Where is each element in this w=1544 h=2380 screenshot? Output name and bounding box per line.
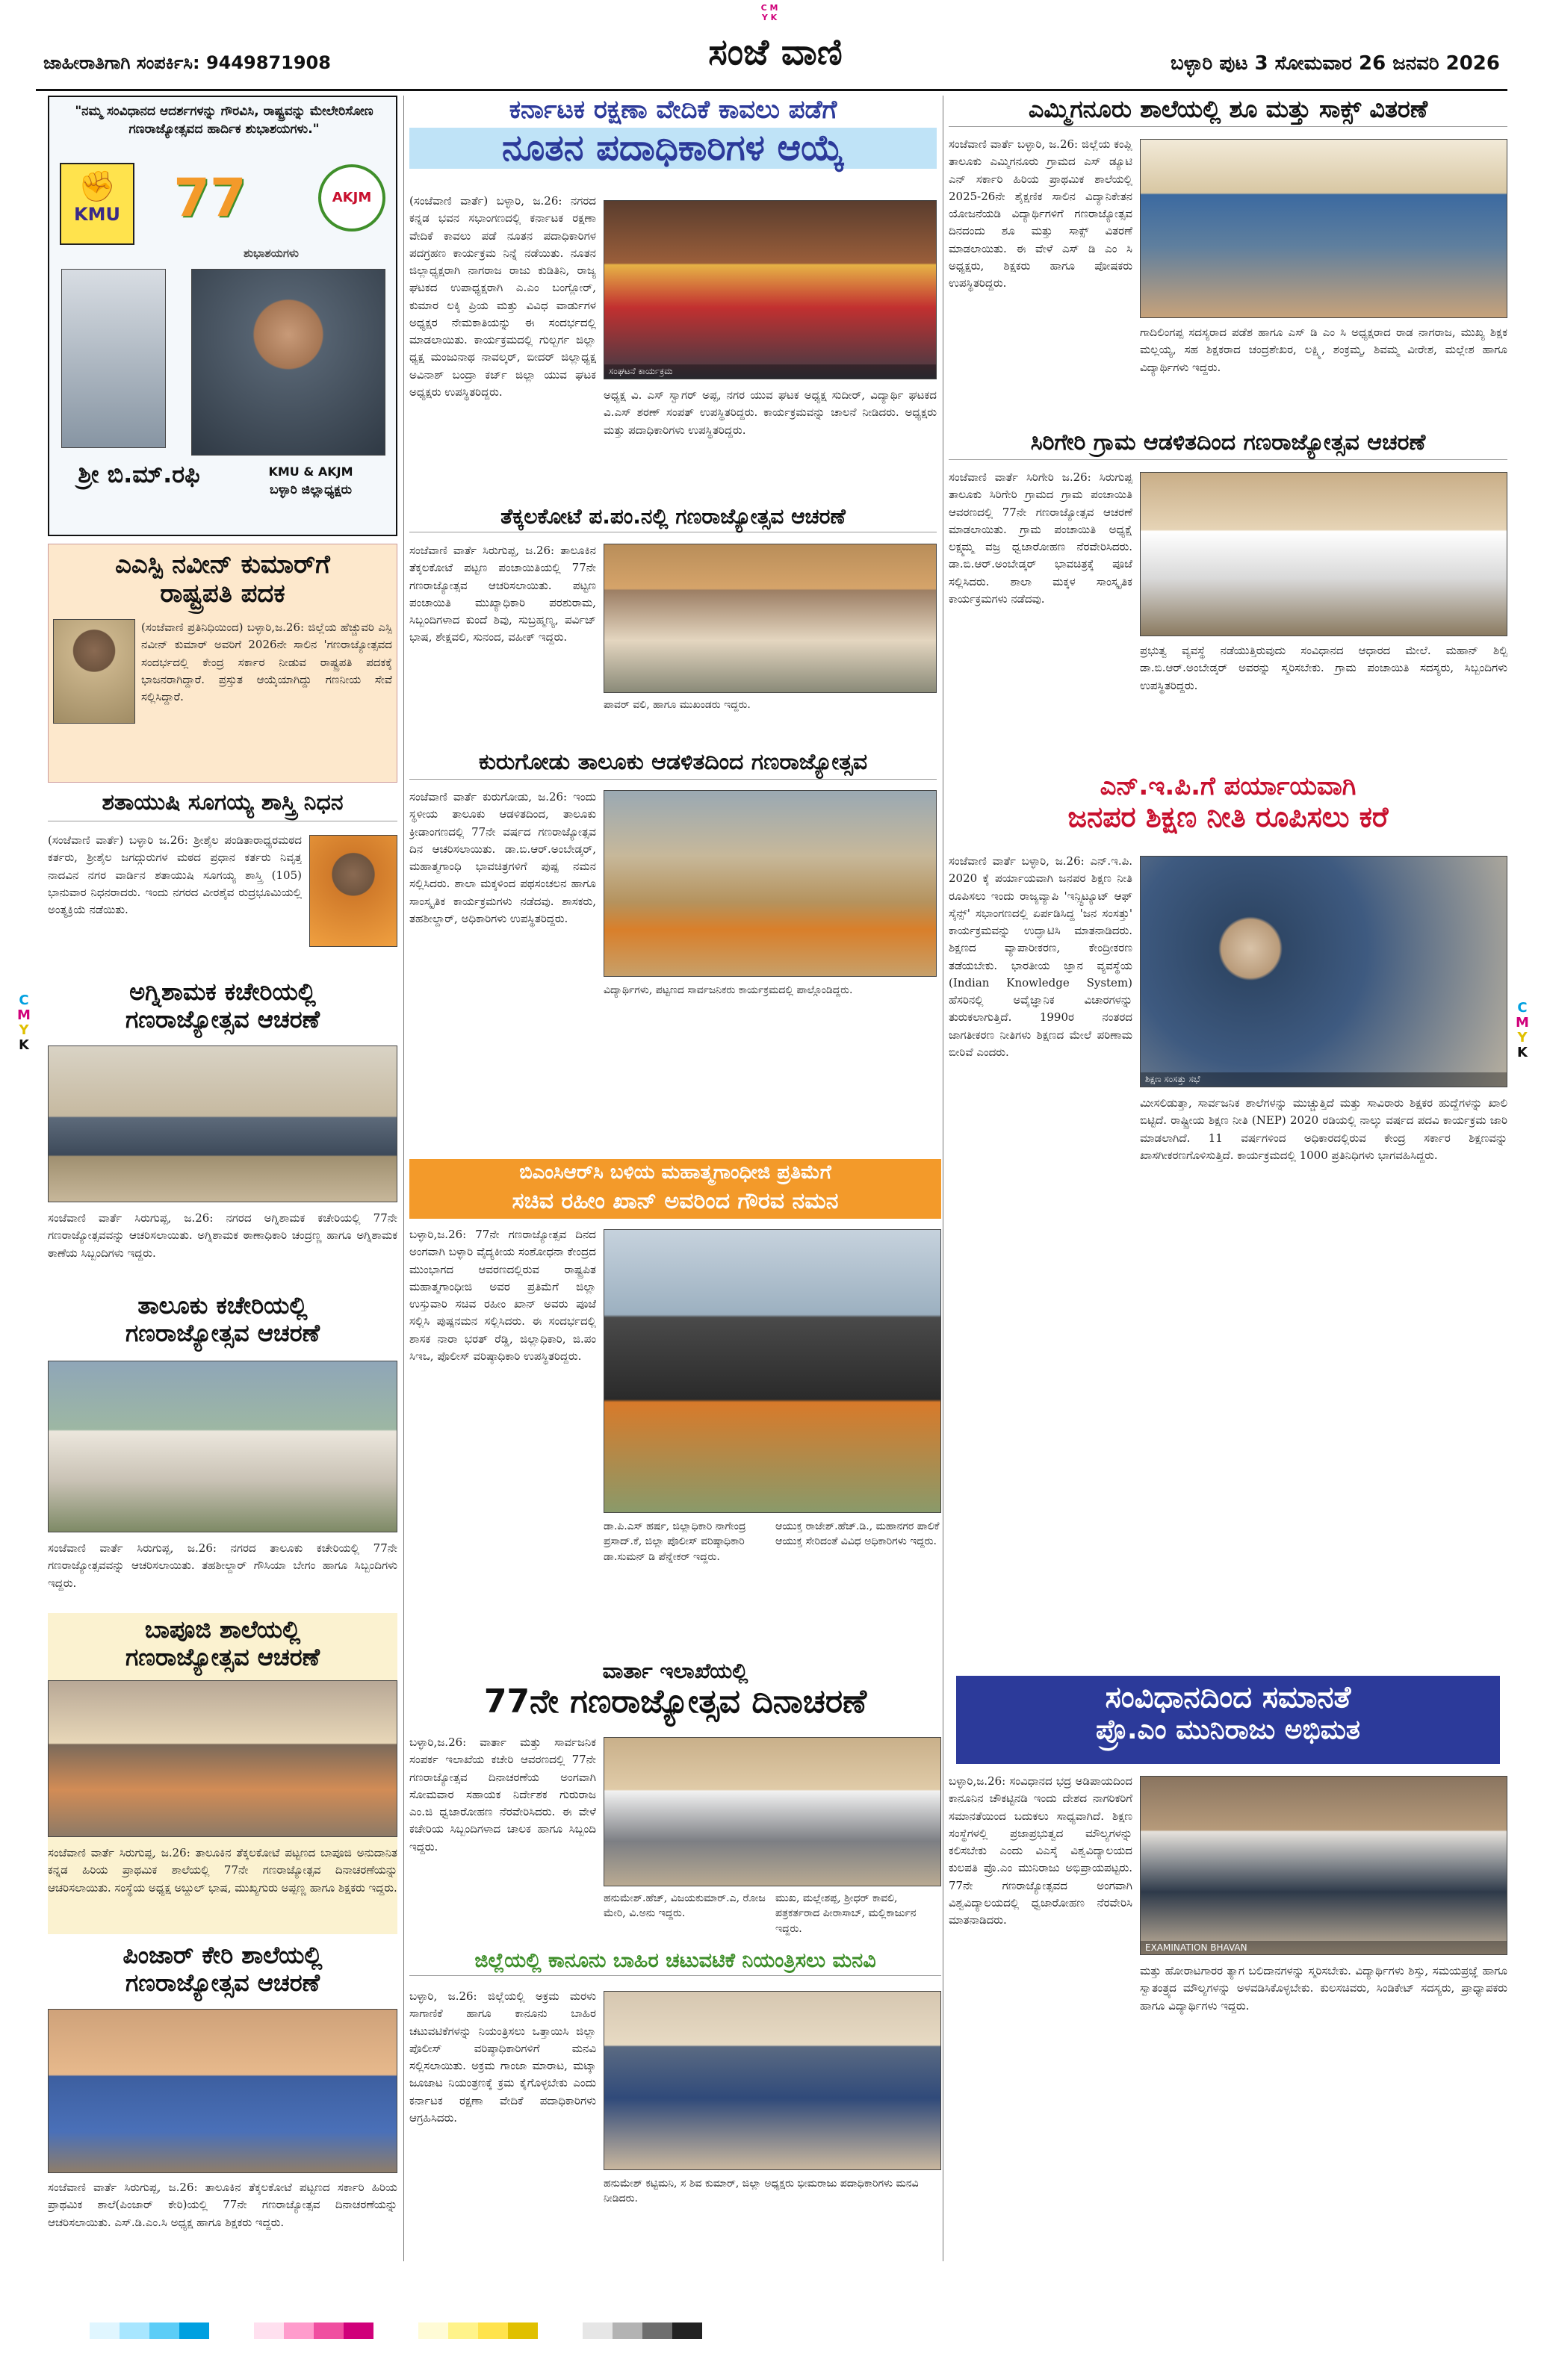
article-body: ಬಳ್ಳಾರಿ,ಜ.26: ವಾರ್ತಾ ಮತ್ತು ಸಾರ್ವಜನಿಕ ಸಂಪರ್ಕ ಇಲಾಖೆಯ ಕಚೇರಿ ಆವರಣದಲ್ಲಿ 77ನೇ ಗಣರಾಜ್ಯೋತ್ಸವ ದಿನಾಚರಣೆಯ ಅಂಗವಾಗಿ ಸೋಮವಾರ ಸಹಾಯಕ ನಿರ್ದೇಶಕ ಗುರುರಾಜ ಎಂ.ಜಿ ಧ್ವಜಾರೋಹಣ ನೆರವೇರಿಸಿದರು. ಈ ವೇಳೆ ಕಚೇರಿಯ ಸಿಬ್ಬಂದಿಗಳಾದ ಚಾಲಕ ಹಾಗೂ ಸಿಬ್ಬಂದಿ ಇದ್ದರು.: [409, 1736, 596, 1854]
photo-caption: EXAMINATION BHAVAN: [1141, 1941, 1507, 1954]
article-body: (ಸಂಜೆವಾಣಿ ವಾರ್ತೆ) ಬಳ್ಳಾರಿ ಜ.26: ಶ್ರೀಶೈಲ ಪಂಡಿತಾರಾಧ್ಯರಮಠದ ಕರ್ತರು, ಶ್ರೀಶೈಲ ಜಗದ್ಗುರುಗಳ ಮಠದ ಪ್ರಧಾನ ಕರ್ತರು ನಿವೃತ್ತ ನಾದವಿನ ನಗರ ವಾರ್ಡಿನ ಶತಾಯುಷಿ ಸೂಗಯ್ಯ ಶಾಸ್ತ್ರಿ (105) ಭಾನುವಾರ ನಿಧನರಾದರು. ಇಂದು ನಗರದ ವೀರಶೈವ ರುದ್ರಭೂಮಿಯಲ್ಲಿ ಅಂತ್ಯಕ್ರಿಯೆ ನಡೆಯಿತು.: [48, 833, 302, 916]
photo-caption: ಮುಖ, ಮಲ್ಲೇಶಪ್ಪ, ಶ್ರೀಧರ್ ಕಾವಲಿ, ಪತ್ರಕರ್ತರಾದ ಪೀರಾಸಾಬ್, ಮಲ್ಲಿಕಾರ್ಜುನ ಇದ್ದರು.: [775, 1892, 917, 1935]
headline: ಪ್ರೊ.ಎಂ ಮುನಿರಾಜು ಅಭಿಮತ: [1096, 1715, 1360, 1745]
headline: ಗಣರಾಜ್ಯೋತ್ಸವ ಆಚರಣೆ: [125, 1642, 320, 1671]
photo-caption: ಹನುಮೇಶ್ ಕಟ್ಟಿಮನಿ, ಸ ಶಿವ ಕುಮಾರ್, ಜಿಲ್ಲಾ ಅಧ್ಯಕ್ಷರು ಭೀಮರಾಜು ಪದಾಧಿಕಾರಿಗಳು ಮನವಿ ನೀಡಿದರು.: [604, 2178, 919, 2205]
ad-person-role: ಬಳ್ಳಾರಿ ಜಿಲ್ಲಾಧ್ಯಕ್ಷರು: [269, 482, 353, 497]
headline: ತಾಲೂಕು ಕಚೇರಿಯಲ್ಲಿ: [137, 1291, 308, 1320]
headline: ನೂತನ ಪದಾಧಿಕಾರಿಗಳ ಆಯ್ಕೆ: [409, 128, 937, 169]
article-body: ಗಾದಿಲಿಂಗಪ್ಪ ಸದಸ್ಯರಾದ ಪಡೆಶ ಹಾಗೂ ಎಸ್ ಡಿ ಎಂ ಸಿ ಅಧ್ಯಕ್ಷರಾದ ರಾಡ ನಾಗರಾಜ, ಮುಖ್ಯ ಶಿಕ್ಷಕ ಮಲ್ಲಯ್ಯ, ಸಹ ಶಿಕ್ಷಕರಾದ ಚಂದ್ರಶೇಖರ, ಲಕ್ಷ್ಮಿ, ಶಂಕ್ರಮ್ಮ, ಶಿವಮ್ಮ ವೀರೇಶ, ಮಲ್ಲೇಶ ಹಾಗೂ ವಿದ್ಯಾರ್ಥಿಗಳು ಇದ್ದರು.: [1140, 326, 1507, 374]
university-photo: [1140, 1776, 1507, 1955]
gandhi-statue-photo: [604, 1229, 941, 1513]
article-body: ಮತ್ತು ಹೋರಾಟಗಾರರ ತ್ಯಾಗ ಬಲಿದಾನಗಳನ್ನು ಸ್ಮರಿಸಬೇಕು. ವಿದ್ಯಾರ್ಥಿಗಳು ಶಿಸ್ತು, ಸಮಯಪ್ರಜ್ಞೆ ಹಾಗೂ ಸ್ವಾತಂತ್ರ್ಯದ ಮೌಲ್ಯಗಳನ್ನು ಅಳವಡಿಸಿಕೊಳ್ಳಬೇಕು. ಕುಲಸಚಿವರು, ಸಿಂಡಿಕೇಟ್ ಸದಸ್ಯರು, ಪ್ರಾಧ್ಯಾಪಕರು ಹಾಗೂ ವಿದ್ಯಾರ್ಥಿಗಳು ಇದ್ದರು.: [1140, 1964, 1507, 2013]
masthead: [36, 24, 1507, 91]
bapuji-school-photo: [48, 1680, 397, 1837]
photo-caption: ವಿದ್ಯಾರ್ಥಿಗಳು, ಪಟ್ಟಣದ ಸಾರ್ವಜನಿಕರು ಕಾರ್ಯಕ್ರಮದಲ್ಲಿ ಪಾಲ್ಗೊಂಡಿದ್ದರು.: [604, 984, 853, 996]
article-body: ಬಳ್ಳಾರಿ,ಜ.26: ಸಂವಿಧಾನದ ಭದ್ರ ಅಡಿಪಾಯದಿಂದ ಕಾನೂನಿನ ಚೌಕಟ್ಟಿನಡಿ ಇಂದು ದೇಶದ ನಾಗರಿಕರಿಗೆ ಸಮಾನತೆಯಿಂದ ಬದುಕಲು ಸಾಧ್ಯವಾಗಿದೆ. ಶಿಕ್ಷಣ ಸಂಸ್ಥೆಗಳಲ್ಲಿ ಪ್ರಜಾಪ್ರಭುತ್ವದ ಮೌಲ್ಯಗಳನ್ನು ಕಲಿಸಬೇಕು ಎಂದು ವಿಎಸ್ಕೆ ವಿಶ್ವವಿದ್ಯಾಲಯದ ಕುಲಪತಿ ಪ್ರೊ.ಎಂ ಮುನಿರಾಜು ಅಭಿಪ್ರಾಯಪಟ್ಟರು. 77ನೇ ಗಣರಾಜ್ಯೋತ್ಸವದ ಅಂಗವಾಗಿ ವಿಶ್ವವಿದ್ಯಾಲಯದಲ್ಲಿ ಧ್ವಜಾರೋಹಣ ನೆರವೇರಿಸಿ ಮಾತನಾಡಿದರು.: [949, 1774, 1132, 1927]
pinjar-school-photo: [48, 2009, 397, 2173]
newspaper-logo: ಸಂಜೆ ವಾಣಿ: [708, 31, 843, 73]
article-shatayushi: [48, 790, 397, 969]
headline: ತೆಕ್ಕಲಕೋಟೆ ಪ.ಪಂ.ನಲ್ಲಿ ಗಣರಾಜ್ಯೋತ್ಸವ ಆಚರಣೆ: [409, 505, 937, 532]
article-naveen: [48, 544, 397, 783]
article-body: ಸಂಜೆವಾಣಿ ವಾರ್ತೆ ಸಿರುಗುಪ್ಪ, ಜ.26: ತಾಲೂಕಿನ ತೆಕ್ಕಲಕೋಟೆ ಪಟ್ಟಣದ ಬಾಪೂಜಿ ಅನುದಾನಿತ ಕನ್ನಡ ಹಿರಿಯ ಪ್ರಾಥಮಿಕ ಶಾಲೆಯಲ್ಲಿ 77ನೇ ಗಣರಾಜ್ಯೋತ್ಸವ ದಿನಾಚರಣೆಯನ್ನು ಆಚರಿಸಲಾಯಿತು. ಸಂಸ್ಥೆಯ ಅಧ್ಯಕ್ಷ ಅಬ್ದುಲ್ ಭಾಷ, ಮುಖ್ಯಗುರು ಅಪ್ಪಣ್ಣ ಹಾಗೂ ಶಿಕ್ಷಕರು ಇದ್ದರು.: [48, 1846, 397, 1895]
article-body: (ಸಂಜೆವಾಣಿ ಪ್ರತಿನಿಧಿಯಿಂದ) ಬಳ್ಳಾರಿ,ಜ.26: ಜಿಲ್ಲೆಯ ಹೆಚ್ಚುವರಿ ಎಸ್ಪಿ ನವೀನ್ ಕುಮಾರ್ ಅವರಿಗೆ 2026ನೇ ಸಾಲಿನ 'ಗಣರಾಜ್ಯೋತ್ಸವದ ಸಂದರ್ಭದಲ್ಲಿ ಕೇಂದ್ರ ಸರ್ಕಾರ ನೀಡುವ ರಾಷ್ಟ್ರಪತಿ ಪದಕಕ್ಕೆ ಭಾಜನರಾಗಿದ್ದಾರೆ. ಪ್ರಸ್ತುತ ಆಯ್ಕೆಯಾಗಿದ್ದು ಗಣನೀಯ ಸೇವೆ ಸಲ್ಲಿಸಿದ್ದಾರೆ.: [141, 621, 392, 703]
photo-caption: ಪಾವರ್ ವಲಿ, ಹಾಗೂ ಮುಖಂಡರು ಇದ್ದರು.: [604, 699, 751, 711]
trophy-girl-photo: [61, 269, 166, 448]
ad-person-name: ಶ್ರೀ ಬಿ.ಮ್.ರಫಿ: [78, 460, 200, 488]
akjm-logo-text: AKJM: [332, 190, 372, 205]
article-body: ಸಂಜೆವಾಣಿ ವಾರ್ತೆ ಸಿರುಗುಪ್ಪ, ಜ.26: ನಗರದ ಅಗ್ನಿಶಾಮಕ ಕಚೇರಿಯಲ್ಲಿ 77ನೇ ಗಣರಾಜ್ಯೋತ್ಸವವನ್ನು ಆಚರಿಸಲಾಯಿತು. ಅಗ್ನಿಶಾಮಕ ಠಾಣಾಧಿಕಾರಿ ಚಂದ್ರಣ್ಣ ಹಾಗೂ ಅಗ್ನಿಶಾಮಕ ಠಾಣೆಯ ಸಿಬ್ಬಂದಿಗಳು ಇದ್ದರು.: [48, 1211, 397, 1260]
photo-caption: ಹನುಮೇಶ್.ಹೆಚ್, ವಿಜಯಕುಮಾರ್.ಎ, ರೋಜ ಮೇರಿ, ವಿ.ಅನು ಇದ್ದರು.: [604, 1892, 766, 1920]
article-body: (ಸಂಜೆವಾಣಿ ವಾರ್ತೆ) ಬಳ್ಳಾರಿ, ಜ.26: ನಗರದ ಕನ್ನಡ ಭವನ ಸಭಾಂಗಣದಲ್ಲಿ ಕರ್ನಾಟಕ ರಕ್ಷಣಾ ವೇದಿಕೆ ಕಾವಲು ಪಡೆ ನೂತನ ಪದಾಧಿಕಾರಿಗಳ ಪದಗ್ರಹಣ ಕಾರ್ಯಕ್ರಮ ನಿನ್ನೆ ನಡೆಯಿತು. ನೂತನ ಜಿಲ್ಲಾಧ್ಯಕ್ಷರಾಗಿ ನಾಗರಾಜ ರಾಜು ಕುಡಿತಿನಿ, ರಾಜ್ಯ ಘಟಕದ ಉಪಾಧ್ಯಕ್ಷರಾಗಿ ಎ.ಎಂ ಬಂಗ್ಲೋರ್, ಕುಮಾರ ಲಕ್ಕಿ ಪ್ರಿಯ ಮತ್ತು ವಿವಿಧ ವಾರ್ಡುಗಳ ಅಧ್ಯಕ್ಷರ ನೇಮಕಾತಿಯನ್ನು ಈ ಸಂದರ್ಭದಲ್ಲಿ ಮಾಡಲಾಯಿತು. ಕಾರ್ಯಕ್ರಮದಲ್ಲಿ ಗುಲ್ಬರ್ಗ ಜಿಲ್ಲಾ ಧ್ಯಕ್ಷ ಮಂಜುನಾಥ ನಾವಲ್ಕರ್, ಬೀದರ್ ಜಿಲ್ಲಾಧ್ಯಕ್ಷ ಅವಿನಾಶ್ ಬಂದ್ರಾ ಕರ್ಜ್ ಜಿಲ್ಲಾ ಯುವ ಘಟಕ ಅಧ್ಯಕ್ಷರು ಉಪಸ್ಥಿತರಿದ್ದರು.: [409, 194, 596, 399]
ad-contact: ಜಾಹೀರಾತಿಗಾಗಿ ಸಂಪರ್ಕಿಸಿ: 9449871908: [43, 52, 331, 73]
headline: ಜನಪರ ಶಿಕ್ಷಣ ನೀತಿ ರೂಪಿಸಲು ಕರೆ: [1067, 801, 1389, 834]
article-vartha: [409, 1659, 941, 1943]
headline: ರಾಷ್ಟ್ರಪತಿ ಪದಕ: [160, 579, 285, 609]
article-bapuji: [48, 1613, 397, 1934]
taluk-office-photo: [48, 1361, 397, 1532]
color-calibration-bar: [90, 2322, 732, 2339]
ad-greeting: "ನಮ್ಮ ಸಂವಿಧಾನದ ಆದರ್ಶಗಳನ್ನು ಗೌರವಿಸಿ, ರಾಷ್ಟ್ರವನ್ನು ಮೇಲೇರಿಸೋಣ ಗಣರಾಜ್ಯೋತ್ಸವದ ಹಾರ್ದಿಕ ಶುಭಾಶಯಗಳು.": [75, 104, 373, 137]
article-body: ಸಂಜೆವಾಣಿ ವಾರ್ತೆ ಬಳ್ಳಾರಿ, ಜ.26: ಎನ್.ಇ.ಪಿ. 2020 ಕ್ಕೆ ಪರ್ಯಾಯವಾಗಿ ಜನಪರ ಶಿಕ್ಷಣ ನೀತಿ ರೂಪಿಸಲು ಇಂದು ರಾಜ್ಯವ್ಯಾಪಿ 'ಇನ್ಸ್ಟಿಟ್ಯೂಟ್ ಆಫ್ ಸೈನ್ಸ್' ಸಭಾಂಗಣದಲ್ಲಿ ಏರ್ಪಡಿಸಿದ್ದ 'ಜನ ಸಂಸತ್ತು' ಕಾರ್ಯಕ್ರಮವನ್ನು ಉದ್ಘಾಟಿಸಿ ಮಾತನಾಡಿದರು. ಶಿಕ್ಷಣದ ವ್ಯಾಪಾರೀಕರಣ, ಕೇಂದ್ರೀಕರಣ ತಡೆಯಬೇಕು. ಭಾರತೀಯ ಜ್ಞಾನ ವ್ಯವಸ್ಥೆಯ (Indian Knowledge System) ಹೆಸರಿನಲ್ಲಿ ಅವೈಜ್ಞಾನಿಕ ವಿಚಾರಗಳನ್ನು ತುರುಕಲಾಗುತ್ತಿದೆ. 1990ರ ನಂತರದ ಜಾಗತೀಕರಣ ನೀತಿಗಳು ಶಿಕ್ಷಣದ ಮೇಲೆ ಪರಿಣಾಮ ಬೀರಿವೆ ಎಂದರು.: [949, 854, 1132, 1059]
asp-portrait: [53, 619, 135, 724]
dateline: ಬಳ್ಳಾರಿ ಪುಟ 3 ಸೋಮವಾರ 26 ಜನವರಿ 2026: [1171, 52, 1500, 75]
vartha-office-photo: [604, 1737, 941, 1886]
headline: ಬಿಎಂಸಿಆರ್‌ಸಿ ಬಳಿಯ ಮಹಾತ್ಮಗಾಂಧೀಜಿ ಪ್ರತಿಮೆಗೆ: [409, 1159, 941, 1187]
article-body: ಸಂಜೆವಾಣಿ ವಾರ್ತೆ ಸಿರುಗುಪ್ಪ, ಜ.26: ತಾಲೂಕಿನ ತೆಕ್ಕಲಕೋಟೆ ಪಟ್ಟಣದ ಸರ್ಕಾರಿ ಹಿರಿಯ ಪ್ರಾಥಮಿಕ ಶಾಲೆ(ಪಿಂಜಾರ್ ಕೇರಿ)ಯಲ್ಲಿ 77ನೇ ಗಣರಾಜ್ಯೋತ್ಸವ ದಿನಾಚರಣೆಯನ್ನು ಆಚರಿಸಲಾಯಿತು. ಎಸ್.ಡಿ.ಎಂ.ಸಿ ಅಧ್ಯಕ್ಷ ಹಾಗೂ ಶಿಕ್ಷಕರು ಇದ್ದರು.: [48, 2181, 397, 2229]
seventy-seven-emblem: [146, 164, 273, 232]
article-karave: [409, 96, 937, 499]
ad-wishes: ಶುಭಾಶಯಗಳು: [244, 246, 299, 260]
nep-speaker-photo: [1140, 856, 1507, 1087]
cmyk-mark-left: C M Y K: [17, 992, 31, 1053]
cmyk-mark-top: C M Y K: [760, 3, 778, 22]
article-body: ಮೀಸಲಿಡುತ್ತಾ, ಸಾರ್ವಜನಿಕ ಶಾಲೆಗಳನ್ನು ಮುಚ್ಚುತ್ತಿದೆ ಮತ್ತು ಸಾವಿರಾರು ಶಿಕ್ಷಕರ ಹುದ್ದೆಗಳನ್ನು ಖಾಲಿ ಬಿಟ್ಟಿದೆ. ರಾಷ್ಟ್ರೀಯ ಶಿಕ್ಷಣ ನೀತಿ (NEP) 2020 ರಡಿಯಲ್ಲಿ ನಾಲ್ಕು ವರ್ಷದ ಪದವಿ ಕಾರ್ಯಕ್ರಮ ಜಾರಿ ಮಾಡಲಾಗಿದೆ. 11 ವರ್ಷಗಳಿಂದ ಅಧಿಕಾರದಲ್ಲಿರುವ ಕೇಂದ್ರ ಸರ್ಕಾರ ಶಿಕ್ಷಣವನ್ನು ಖಾಸಗೀಕರಣಗೊಳಿಸುತ್ತಿದೆ. ಕಾರ್ಯಕ್ರಮದಲ್ಲಿ 1000 ಪ್ರತಿನಿಧಿಗಳು ಭಾಗವಹಿಸಿದ್ದರು.: [1140, 1096, 1507, 1162]
article-jille: [409, 1949, 941, 2263]
article-body: ಸಂಜೆವಾಣಿ ವಾರ್ತೆ ಕುರುಗೋಡು, ಜ.26: ಇಂದು ಸ್ಥಳೀಯ ತಾಲೂಕು ಆಡಳಿತದಿಂದ, ತಾಲೂಕು ಕ್ರೀಡಾಂಗಣದಲ್ಲಿ 77ನೇ ವರ್ಷದ ಗಣರಾಜ್ಯೋತ್ಸವ ದಿನ ಆಚರಿಸಲಾಯಿತು. ಡಾ.ಬಿ.ಆರ್.ಅಂಬೇಡ್ಕರ್, ಮಹಾತ್ಮಗಾಂಧಿ ಭಾವಚಿತ್ರಗಳಿಗೆ ಪುಷ್ಪ ನಮನ ಸಲ್ಲಿಸಿದರು. ಶಾಲಾ ಮಕ್ಕಳಿಂದ ಪಥಸಂಚಲನ ಹಾಗೂ ಸಾಂಸ್ಕೃತಿಕ ಕಾರ್ಯಕ್ರಮಗಳು ನಡೆದವು. ಶಾಸಕರು, ತಹಶೀಲ್ದಾರ್, ಅಧಿಕಾರಿಗಳು ಉಪಸ್ಥಿತರಿದ್ದರು.: [409, 790, 596, 925]
photo-caption: ಡಾ.ಪಿ.ಎಸ್ ಹರ್ಷ, ಜಿಲ್ಲಾಧಿಕಾರಿ ನಾಗೇಂದ್ರ ಪ್ರಸಾದ್.ಕೆ, ಜಿಲ್ಲಾ ಪೊಲೀಸ್ ವರಿಷ್ಠಾಧಿಕಾರಿ ಡಾ.ಸುಮನ್ ಡಿ ಪೆನ್ನೇಕರ್ ಇದ್ದರು.: [604, 1520, 746, 1563]
article-samvidhana: [949, 1676, 1507, 2263]
headline: ಸಿರಿಗೇರಿ ಗ್ರಾಮ ಆಡಳಿತದಿಂದ ಗಣರಾಜ್ಯೋತ್ಸವ ಆಚರಣೆ: [949, 430, 1507, 460]
headline: ಎಮ್ಮಿಗನೂರು ಶಾಲೆಯಲ್ಲಿ ಶೂ ಮತ್ತು ಸಾಕ್ಸ್ ವಿತರಣೆ: [949, 96, 1507, 127]
article-body: ಸಂಜೆವಾಣಿ ವಾರ್ತೆ ಸಿರುಗುಪ್ಪ, ಜ.26: ನಗರದ ತಾಲೂಕು ಕಚೇರಿಯಲ್ಲಿ 77ನೇ ಗಣರಾಜ್ಯೋತ್ಸವವನ್ನು ಆಚರಿಸಲಾಯಿತು. ತಹಶೀಲ್ದಾರ್ ಗೌಸಿಯಾ ಬೇಗಂ ಹಾಗೂ ಸಿಬ್ಬಂದಿಗಳು ಇದ್ದರು.: [48, 1541, 397, 1590]
article-emmiganur: [949, 96, 1507, 424]
headline: ಬಾಪೂಜಿ ಶಾಲೆಯಲ್ಲಿ: [144, 1615, 301, 1644]
ad-person-orgs: KMU & AKJM: [268, 464, 353, 479]
article-body: ಬಳ್ಳಾರಿ, ಜ.26: ಜಿಲ್ಲೆಯಲ್ಲಿ ಅಕ್ರಮ ಮರಳು ಸಾಗಾಣಿಕೆ ಹಾಗೂ ಕಾನೂನು ಬಾಹಿರ ಚಟುವಟಿಕೆಗಳನ್ನು ನಿಯಂತ್ರಿಸಲು ಒತ್ತಾಯಿಸಿ ಜಿಲ್ಲಾ ಪೊಲೀಸ್ ವರಿಷ್ಠಾಧಿಕಾರಿಗಳಿಗೆ ಮನವಿ ಸಲ್ಲಿಸಲಾಯಿತು. ಅಕ್ರಮ ಗಾಂಜಾ ಮಾರಾಟ, ಮಟ್ಕಾ ಜೂಜಾಟ ನಿಯಂತ್ರಣಕ್ಕೆ ಕ್ರಮ ಕೈಗೊಳ್ಳಬೇಕು ಎಂದು ಕರ್ನಾಟಕ ರಕ್ಷಣಾ ವೇದಿಕೆ ಪದಾಧಿಕಾರಿಗಳು ಆಗ್ರಹಿಸಿದರು.: [409, 1989, 596, 2125]
headline: ಅಗ್ನಿಶಾಮಕ ಕಚೇರಿಯಲ್ಲಿ: [129, 978, 316, 1006]
article-body: ಪ್ರಭುತ್ವ ವ್ಯವಸ್ಥೆ ನಡೆಯುತ್ತಿರುವುದು ಸಂವಿಧಾನದ ಆಧಾರದ ಮೇಲೆ. ಮಹಾನ್ ಶಿಲ್ಪಿ ಡಾ.ಬಿ.ಆರ್.ಅಂಬೇಡ್ಕರ್ ಅವರನ್ನು ಸ್ಮರಿಸಬೇಕು. ಗ್ರಾಮ ಪಂಚಾಯಿತಿ ಸದಸ್ಯರು, ಸಿಬ್ಬಂದಿಗಳು ಉಪಸ್ಥಿತರಿದ್ದರು.: [1140, 644, 1507, 692]
article-body: ಸಂಜೆವಾಣಿ ವಾರ್ತೆ ಬಳ್ಳಾರಿ, ಜ.26: ಜಿಲ್ಲೆಯ ಕಂಪ್ಲಿ ತಾಲೂಕು ಎಮ್ಮಿಗನೂರು ಗ್ರಾಮದ ಎಸ್ ಡ್ಯೂಟಿ ಎನ್ ಸರ್ಕಾರಿ ಹಿರಿಯ ಪ್ರಾಥಮಿಕ ಶಾಲೆಯಲ್ಲಿ 2025-26ನೇ ಶೈಕ್ಷಣಿಕ ಸಾಲಿನ ವಿದ್ಯಾನಿಕೇತನ ಯೋಜನೆಯಡಿ ವಿದ್ಯಾರ್ಥಿಗಳಿಗೆ ಗಣರಾಜ್ಯೋತ್ಸವ ದಿನದಂದು ಶೂ ಮತ್ತು ಸಾಕ್ಸ್ ವಿತರಣೆ ಮಾಡಲಾಯಿತು. ಈ ವೇಳೆ ಎಸ್ ಡಿ ಎಂ ಸಿ ಅಧ್ಯಕ್ಷರು, ಶಿಕ್ಷಕರು ಹಾಗೂ ಪೋಷಕರು ಉಪಸ್ಥಿತರಿದ್ದರು.: [949, 137, 1132, 290]
headline: ವಾರ್ತಾ ಇಲಾಖೆಯಲ್ಲಿ: [602, 1659, 748, 1683]
headline: ಜಿಲ್ಲೆಯಲ್ಲಿ ಕಾನೂನು ಬಾಹಿರ ಚಟುವಟಿಕೆ ನಿಯಂತ್ರಿಸಲು ಮನವಿ: [409, 1949, 941, 1976]
article-tekkal: [409, 505, 937, 744]
article-nep: [949, 772, 1507, 1668]
headline: ಕುರುಗೋಡು ತಾಲೂಕು ಆಡಳಿತದಿಂದ ಗಣರಾಜ್ಯೋತ್ಸವ: [409, 750, 937, 780]
karave-group-photo: [604, 200, 937, 379]
sirigeri-photo: [1140, 472, 1507, 636]
tekkal-photo: [604, 544, 937, 693]
person-portrait: [191, 269, 385, 456]
article-body: ಅಧ್ಯಕ್ಷ ವಿ. ಎಸ್ ಸ್ವಾಗರ್ ಅಪ್ಪ, ನಗರ ಯುವ ಘಟಕ ಅಧ್ಯಕ್ಷ ಸುದೀರ್, ವಿದ್ಯಾರ್ಥಿ ಘಟಕದ ವಿ.ಎಸ್ ಶರಣ್ ಸಂಪತ್ ಉಪಸ್ಥಿತರಿದ್ದರು. ಕಾರ್ಯಕ್ರಮವನ್ನು ಚಾಲನೆ ನೀಡಿದರು. ಅಧ್ಯಕ್ಷರು ಮತ್ತು ಪದಾಧಿಕಾರಿಗಳು ಉಪಸ್ಥಿತರಿದ್ದರು.: [604, 388, 937, 437]
headline: ಎನ್.ಇ.ಪಿ.ಗೆ ಪರ್ಯಾಯವಾಗಿ: [1100, 771, 1357, 801]
article-body: ಬಳ್ಳಾರಿ,ಜ.26: 77ನೇ ಗಣರಾಜ್ಯೋತ್ಸವ ದಿನದ ಅಂಗವಾಗಿ ಬಳ್ಳಾರಿ ವೈದ್ಯಕೀಯ ಸಂಶೋಧನಾ ಕೇಂದ್ರದ ಮುಂಭಾಗದ ಆವರಣದಲ್ಲಿರುವ ರಾಷ್ಟ್ರಪಿತ ಮಹಾತ್ಮಗಾಂಧೀಜಿ ಅವರ ಪ್ರತಿಮೆಗೆ ಜಿಲ್ಲಾ ಉಸ್ತುವಾರಿ ಸಚಿವ ರಹೀಂ ಖಾನ್ ಅವರು ಪೂಜೆ ಸಲ್ಲಿಸಿ ಪುಷ್ಪನಮನ ಸಲ್ಲಿಸಿದರು. ಈ ಸಂದರ್ಭದಲ್ಲಿ ಶಾಸಕ ನಾರಾ ಭರತ್ ರೆಡ್ಡಿ, ಜಿಲ್ಲಾಧಿಕಾರಿ, ಜಿ.ಪಂ ಸಿಇಒ, ಪೊಲೀಸ್ ವರಿಷ್ಠಾಧಿಕಾರಿ ಉಪಸ್ಥಿತರಿದ್ದರು.: [409, 1228, 596, 1363]
photo-caption: ಶಿಕ್ಷಣ ಸಂಸತ್ತು ಸಭೆ: [1141, 1072, 1507, 1087]
article-body: ಸಂಜೆವಾಣಿ ವಾರ್ತೆ ಸಿರಿಗೇರಿ ಜ.26: ಸಿರುಗುಪ್ಪ ತಾಲೂಕು ಸಿರಿಗೇರಿ ಗ್ರಾಮದ ಗ್ರಾಮ ಪಂಚಾಯಿತಿ ಆವರಣದಲ್ಲಿ 77ನೇ ಗಣರಾಜ್ಯೋತ್ಸವ ಆಚರಣೆ ಮಾಡಲಾಯಿತು. ಗ್ರಾಮ ಪಂಚಾಯಿತಿ ಅಧ್ಯಕ್ಷೆ ಲಕ್ಷ್ಮಮ್ಮ ವಜ್ರ ಧ್ವಜಾರೋಹಣ ನೆರವೇರಿಸಿದರು. ಡಾ.ಬಿ.ಆರ್.ಅಂಬೇಡ್ಕರ್ ಭಾವಚಿತ್ರಕ್ಕೆ ಪೂಜೆ ಸಲ್ಲಿಸಿದರು. ಶಾಲಾ ಮಕ್ಕಳ ಸಾಂಸ್ಕೃತಿಕ ಕಾರ್ಯಕ್ರಮಗಳು ನಡೆದವು.: [949, 470, 1132, 606]
photo-caption: ಆಯುಕ್ತ ರಾಜೇಶ್.ಹೆಚ್.ಡಿ., ಮಹಾನಗರ ಪಾಲಿಕೆ ಆಯುಕ್ತ ಸೇರಿದಂತೆ ವಿವಿಧ ಅಧಿಕಾರಿಗಳು ಇದ್ದರು.: [775, 1520, 940, 1548]
article-kurugodu: [409, 750, 937, 1153]
headline: ಗಣರಾಜ್ಯೋತ್ಸವ ಆಚರಣೆ: [125, 1318, 320, 1347]
petition-photo: [604, 1991, 941, 2170]
article-gandhi: [409, 1159, 941, 1652]
fire-station-photo: [48, 1045, 397, 1202]
advertisement: [48, 96, 397, 536]
kurugodu-stadium-photo: [604, 790, 937, 977]
column-divider: [403, 96, 404, 2261]
article-taluk: [48, 1292, 397, 1606]
cmyk-mark-right: C M Y K: [1516, 1000, 1529, 1060]
article-body: ಸಂಜೆವಾಣಿ ವಾರ್ತೆ ಸಿರುಗುಪ್ಪ, ಜ.26: ತಾಲೂಕಿನ ತೆಕ್ಕಲಕೋಟೆ ಪಟ್ಟಣ ಪಂಚಾಯಿತಿಯಲ್ಲಿ 77ನೇ ಗಣರಾಜ್ಯೋತ್ಸವ ಆಚರಿಸಲಾಯಿತು. ಪಟ್ಟಣ ಪಂಚಾಯಿತಿ ಮುಖ್ಯಾಧಿಕಾರಿ ಪರಶುರಾಮ, ಸಿಬ್ಬಂದಿಗಳಾದ ಕುಂದೆ ಶಿವು, ಸುಬ್ರಹ್ಮಣ್ಯ, ಪರ್ವಿಜ್ ಭಾಷ, ಶೇಕ್ಷವಲಿ, ಸುನಂದ, ವಹೀಕ್ ಇದ್ದರು.: [409, 544, 596, 644]
headline-box: [956, 1676, 1500, 1764]
headline: ಶತಾಯುಷಿ ಸೂಗಯ್ಯ ಶಾಸ್ತ್ರಿ ನಿಧನ: [48, 790, 397, 821]
headline: ಎಎಸ್ಪಿ ನವೀನ್ ಕುಮಾರ್‌ಗೆ: [115, 550, 330, 580]
headline: ಪಿಂಜಾರ್ ಕೇರಿ ಶಾಲೆಯಲ್ಲಿ: [123, 1941, 323, 1969]
headline: ಸಂವಿಧಾನದಿಂದ ಸಮಾನತೆ: [1105, 1680, 1351, 1715]
article-agnishamaka: [48, 978, 397, 1284]
obituary-photo: [309, 835, 397, 947]
headline: ಸಚಿವ ರಹೀಂ ಖಾನ್ ಅವರಿಂದ ಗೌರವ ನಮನ: [409, 1187, 941, 1219]
kmu-logo-text: KMU: [74, 204, 120, 225]
photo-caption: ಸಂಘಟನೆ ಕಾರ್ಯಕ್ರಮ: [604, 364, 936, 379]
headline: ಗಣರಾಜ್ಯೋತ್ಸವ ಆಚರಣೆ: [125, 1004, 320, 1034]
kmu-logo: ✊ KMU: [60, 163, 134, 245]
headline: ಗಣರಾಜ್ಯೋತ್ಸವ ಆಚರಣೆ: [125, 1968, 320, 1997]
headline: 77ನೇ ಗಣರಾಜ್ಯೋತ್ಸವ ದಿನಾಚರಣೆ: [483, 1683, 867, 1721]
article-pinjar: [48, 1942, 397, 2263]
emblem-number: 77: [173, 167, 247, 229]
akjm-logo: [318, 164, 385, 232]
school-shoe-photo: [1140, 139, 1507, 318]
article-sirigeri: [949, 430, 1507, 766]
headline: ಕರ್ನಾಟಕ ರಕ್ಷಣಾ ವೇದಿಕೆ ಕಾವಲು ಪಡೆಗೆ: [509, 95, 837, 125]
